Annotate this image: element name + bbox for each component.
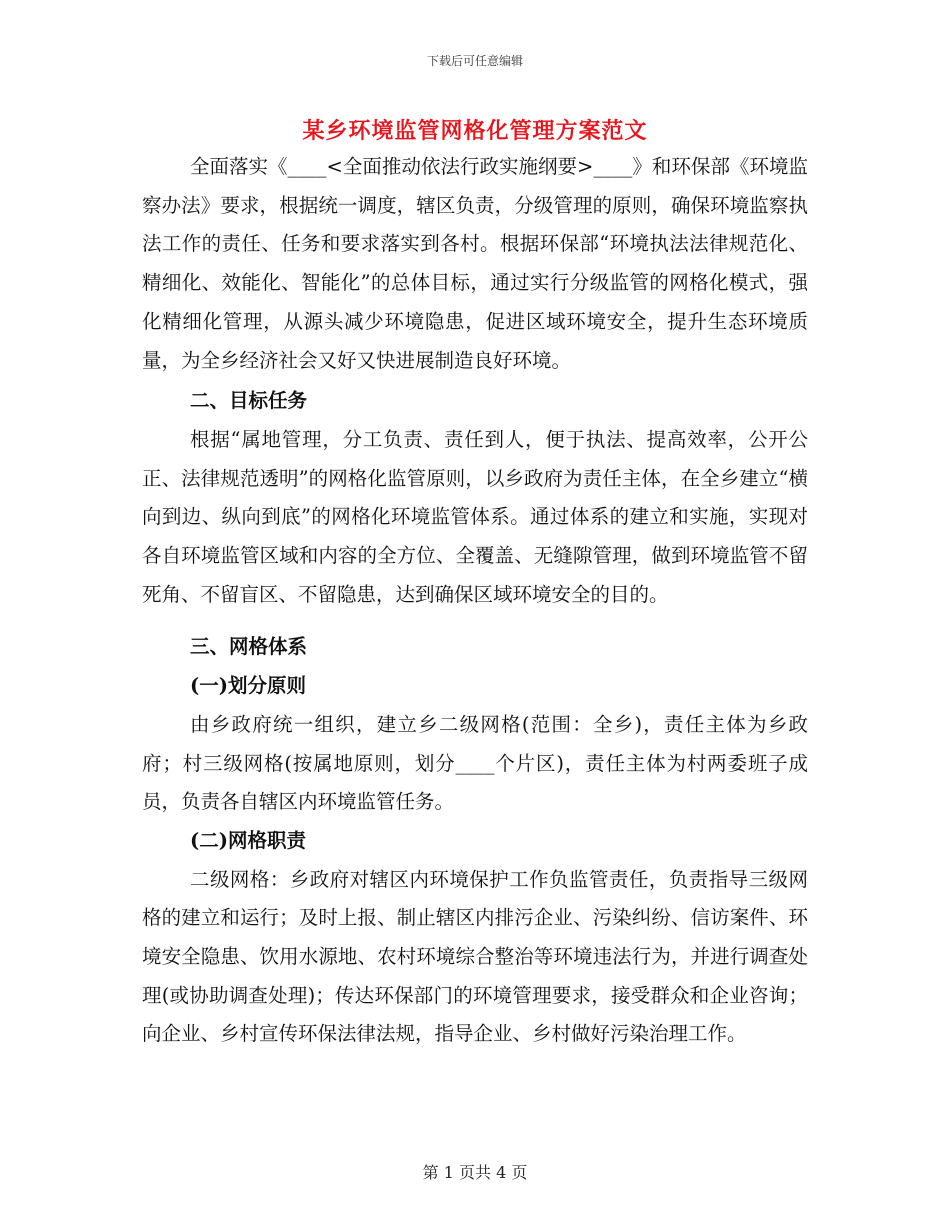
page-footer: 第 1 页共 4 页 — [422, 1163, 528, 1182]
heading-objectives: 二、目标任务 — [190, 389, 308, 413]
heading-grid-system: 三、网格体系 — [190, 635, 308, 659]
document-body — [142, 148, 808, 1054]
paragraph-objectives: 根据“属地管理，分工负责、责任到人，便于执法、提高效率，公开公正、法律规范透明”的网格化监管原则，以乡政府为责任主体，在全乡建立“横向到边、纵向到底”的网格化环境监管体系。通过体系的建立和实施，实现对各自环境监管区域和内容的全方位、全覆盖、无缝隙管理，做到环境监管不留死角、不留盲区、不留隐患，达到确保区域环境安全的目的。 — [142, 427, 808, 606]
paragraph-intro: 全面落实《____<全面推动依法行政实施纲要>____》和环保部《环境监察办法》要求，根据统一调度，辖区负责，分级管理的原则，确保环境监察执法工作的责任、任务和要求落实到各村。根据环保部“环境执法法律规范化、精细化、效能化、智能化”的总体目标，通过实行分级监管的网格化模式，强化精细化管理，从源头减少环境隐患，促进区域环境安全，提升生态环境质量，为全乡经济社会又好又快进展制造良好环境。 — [142, 155, 808, 372]
subheading-division-principle: (一)划分原则 — [190, 674, 306, 698]
document-title: 某乡环境监管网格化管理方案范文 — [302, 118, 648, 144]
header-note: 下载后可任意编辑 — [426, 54, 523, 68]
subheading-grid-duties: (二)网格职责 — [190, 828, 306, 852]
paragraph-division-principle: 由乡政府统一组织，建立乡二级网格(范围：全乡)，责任主体为乡政府；村三级网格(按属地原则，划分____个片区)，责任主体为村两委班子成员，负责各自辖区内环境监管任务。 — [142, 712, 808, 814]
paragraph-grid-duties: 二级网格：乡政府对辖区内环境保护工作负监管责任，负责指导三级网格的建立和运行；及时上报、制止辖区内排污企业、污染纠纷、信访案件、环境安全隐患、饮用水源地、农村环境综合整治等环境违法行为，并进行调查处理(或协助调查处理)；传达环保部门的环境管理要求，接受群众和企业咨询；向企业、乡村宣传环保法律法规，指导企业、乡村做好污染治理工作。 — [142, 867, 808, 1046]
